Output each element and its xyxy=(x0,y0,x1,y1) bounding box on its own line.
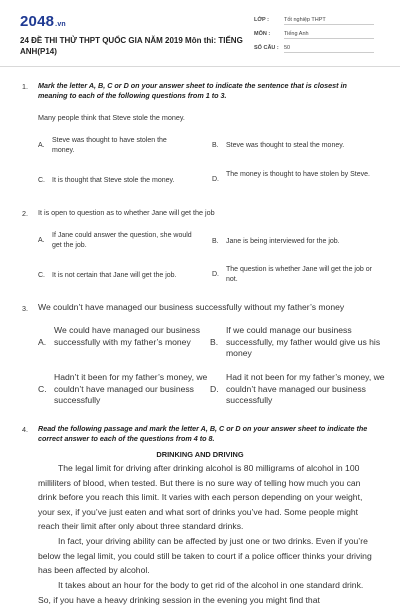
option-b[interactable] xyxy=(210,325,385,361)
site-logo[interactable] xyxy=(20,13,66,30)
option-a[interactable] xyxy=(38,325,213,361)
option-letter: B. xyxy=(212,238,219,245)
meta-subject xyxy=(254,31,384,39)
option-letter: D. xyxy=(212,176,219,183)
question-stem: It is open to question as to whether Jane will get the job xyxy=(38,208,215,217)
option-letter: C. xyxy=(38,272,45,279)
meta-key: LỚP : xyxy=(254,17,269,23)
option-text: It is thought that Steve stole the money. xyxy=(52,177,175,184)
option-text: Steve was thought to have stolen the money. xyxy=(52,137,167,154)
option-text: It is not certain that Jane will get the job. xyxy=(52,272,177,279)
meta-value: Tiếng Anh xyxy=(284,31,374,39)
option-letter: B. xyxy=(210,336,219,347)
question-stem: Many people think that Steve stole the money. xyxy=(38,113,185,122)
option-c[interactable] xyxy=(38,372,213,408)
option-letter: D. xyxy=(212,271,219,278)
question-number: 4. xyxy=(22,425,28,434)
meta-question-count xyxy=(254,45,384,53)
meta-value: Tốt nghiệp THPT xyxy=(284,17,374,25)
passage-paragraph: In fact, your driving ability can be affected by just one or two drinks. Even if you’re below the legal limit, you could still be taken to court if a police officer thinks your driving has been affected by alcohol. xyxy=(38,536,372,575)
question-number: 1. xyxy=(22,82,28,91)
option-d[interactable] xyxy=(210,372,385,408)
option-letter: B. xyxy=(212,142,219,149)
option-letter: A. xyxy=(38,142,45,149)
exam-title: 24 ĐỀ THI THỬ THPT QUỐC GIA NĂM 2019 Môn thi: TIẾNG ANH(P14) xyxy=(20,36,243,56)
question-number: 3. xyxy=(22,304,28,313)
passage-title: DRINKING AND DRIVING xyxy=(156,450,244,459)
instruction-text: Read the following passage and mark the letter A, B, C or D on your answer sheet to indicate the correct answer to each of the questions from 4 to 8. xyxy=(38,424,368,443)
passage-paragraph: The legal limit for driving after drinking alcohol is 80 milligrams of alcohol in 100 milliliters of blood, when tested. But there is no sure way of telling how much you can drink before you reach this limit. It varies with each person depending on your weight, your sex, if you’ve just eaten and what sort of drinks you’ve had. Some people might reach their limit after only about three standard drinks. xyxy=(38,463,363,531)
option-text: Hadn’t it been for my father’s money, we couldn’t have managed our business successfully xyxy=(54,372,208,405)
meta-class xyxy=(254,17,384,25)
question-stem: We couldn’t have managed our business successfully without my father’s money xyxy=(38,302,345,312)
option-text: If Jane could answer the question, she would get the job. xyxy=(52,232,192,249)
passage-paragraph: It takes about an hour for the body to get rid of the alcohol in one standard drink. So, if you have a heavy drinking session in the evening you might find that xyxy=(38,580,364,605)
option-text: Had it not been for my father’s money, we couldn’t have managed our business successfully xyxy=(226,372,385,405)
instruction-text: Mark the letter A, B, C or D on your answer sheet to indicate the sentence that is closest in meaning to each of the following questions from 1 to 3. xyxy=(38,81,347,100)
option-text: Steve was thought to steal the money. xyxy=(226,142,345,149)
option-letter: D. xyxy=(210,383,219,394)
meta-key: SỐ CÂU : xyxy=(254,45,279,51)
option-letter: C. xyxy=(38,383,47,394)
meta-value: 50 xyxy=(284,45,374,53)
option-text: If we could manage our business successfully, my father would give us his money xyxy=(226,325,381,358)
option-letter: A. xyxy=(38,336,47,347)
logo-text: 2048 xyxy=(20,13,55,30)
option-text: The money is thought to have stolen by Steve. xyxy=(226,171,370,178)
question-number: 2. xyxy=(22,209,28,218)
option-text: The question is whether Jane will get the job or not. xyxy=(226,266,372,283)
header-divider xyxy=(0,66,400,67)
logo-suffix: .vn xyxy=(55,21,66,28)
option-letter: A. xyxy=(38,237,45,244)
option-letter: C. xyxy=(38,177,45,184)
option-text: We could have managed our business successfully with my father’s money xyxy=(54,325,201,347)
meta-key: MÔN : xyxy=(254,31,271,37)
option-text: Jane is being interviewed for the job. xyxy=(226,238,340,245)
